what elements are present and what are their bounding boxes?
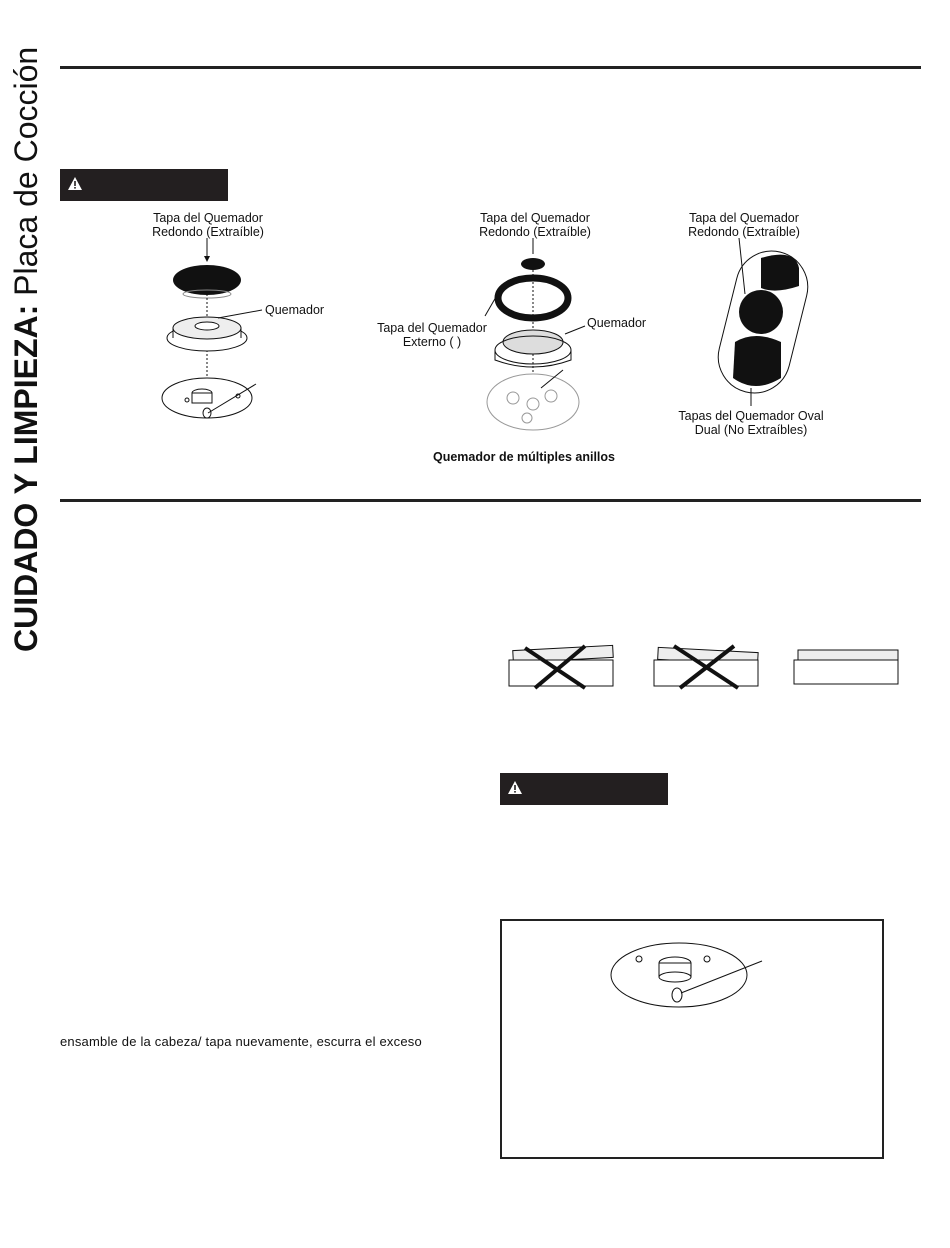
top-rule [60,66,921,69]
burner-base-illustration [607,943,777,1023]
fig1-cap-label: Tapa del Quemador Redondo (Extraíble) [152,211,264,239]
side-title-light: Placa de Cocción [8,46,44,305]
fig2-burner-label: Quemador [587,316,647,330]
side-title [0,0,48,660]
fig1-burner-label: Quemador [265,303,325,317]
multi-ring-burner-illustration [475,238,615,438]
correct-alignment [794,650,898,684]
warning-triangle-icon [508,781,522,794]
middle-rule [60,499,921,502]
fig3-oval-label: Tapas del Quemador Oval Dual (No Extraíbles) [678,409,824,437]
fig2-outer-cap-label: Tapa del Quemador Externo ( ) [377,321,487,349]
oval-burner-illustration [715,238,815,408]
electrode-illustration-box [500,919,884,1159]
incorrect-alignment-2 [654,646,758,688]
warning-triangle-icon [68,177,82,190]
warning-bar-bottom [500,773,668,805]
fig2-cap-label: Tapa del Quemador Redondo (Extraíble) [479,211,591,239]
fig2-caption: Quemador de múltiples anillos [433,450,615,464]
burner-alignment-illustration [505,640,905,690]
fig3-cap-label: Tapa del Quemador Redondo (Extraíble) [688,211,800,239]
warning-bar-top [60,169,228,201]
incorrect-alignment-1 [509,645,613,688]
single-burner-illustration [150,238,270,438]
body-text-line: ensamble de la cabeza/ tapa nuevamente, escurra el exceso [60,1034,422,1049]
side-title-bold: CUIDADO Y LIMPIEZA: [8,304,44,652]
